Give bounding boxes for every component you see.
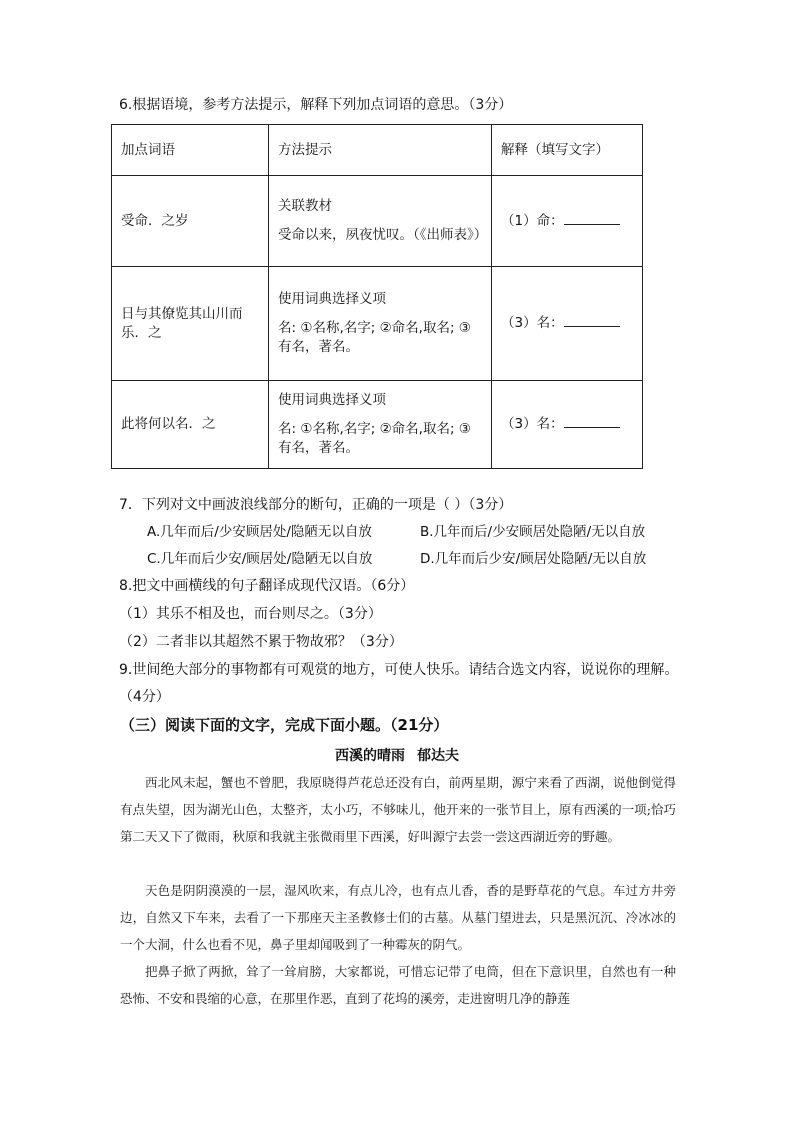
article-heading (0, 745, 794, 765)
q7-option-a[interactable]: A.几年而后/少安顾居处/隐陋无以自放 (147, 524, 372, 540)
q6-table (111, 124, 643, 469)
q9-score: （4分） (119, 689, 170, 705)
article-paragraph-3: 把鼻子掀了两掀，耸了一耸肩膀，大家都说，可惜忘记带了电筒，但在下意识里，自然也有一种恐怖、不安和畏缩的心意，在那里作恶，直到了花坞的溪旁，走进窗明几净的静莲 (120, 964, 676, 1006)
answer-label: （3）名： (501, 315, 564, 331)
hint-body: 名: ①名称,名字; ②命名,取名; ③有名，著名。 (278, 320, 471, 355)
answer-blank[interactable] (564, 212, 620, 225)
table-row (112, 381, 643, 469)
row-hint (269, 267, 492, 381)
table-row (112, 176, 643, 267)
q8-sentence-1: （1）其乐不相及也，而台则尽之。（3分） (119, 606, 382, 622)
row-word: 受命．之岁 (112, 176, 269, 267)
q7-option-d[interactable]: D.几年而后少安/顾居处隐陋/无以自放 (420, 551, 647, 567)
hint-body: 受命以来，夙夜忧叹。（《出师表》） (278, 227, 488, 243)
header-word: 加点词语 (112, 125, 269, 176)
q8-sentence-2: （2）二者非以其超然不累于物故邪？（3分） (119, 634, 403, 650)
answer-label: （3）名： (501, 416, 564, 432)
table-row (112, 267, 643, 381)
q8-stem: 8.把文中画横线的句子翻译成现代汉语。（6分） (119, 578, 415, 594)
hint-body: 名: ①名称,名字; ②命名,取名; ③有名，著名。 (278, 421, 471, 456)
q7-stem: 7．下列对文中画波浪线部分的断句，正确的一项是（ ）（3分） (119, 497, 513, 513)
answer-blank[interactable] (564, 314, 620, 327)
row-hint (269, 176, 492, 267)
row-word: 此将何以名．之 (112, 381, 269, 469)
header-hint: 方法提示 (269, 125, 492, 176)
row-word: 日与其僚览其山川而乐．之 (112, 267, 269, 381)
row-hint (269, 381, 492, 469)
table-header-row (112, 125, 643, 176)
q7-option-c[interactable]: C.几年而后少安/顾居处/隐陋无以自放 (147, 551, 373, 567)
article-author: 郁达夫 (417, 748, 459, 764)
row-answer (492, 381, 643, 469)
article-paragraph-2: 天色是阴阴漠漠的一层，湿风吹来，有点儿冷，也有点儿香，香的是野草花的气息。车过方井旁边，自然又下车来，去看了一下那座天主圣教修士们的古墓。从墓门望进去，只是黑沉沉、冷冰冰的一个大洞，什么也看不见，鼻子里却闻吸到了一种霉灰的阴气。 (120, 883, 676, 952)
header-answer: 解释（填写文字） (492, 125, 643, 176)
q7-option-b[interactable]: B.几年而后/少安顾居处隐陋/无以自放 (420, 524, 646, 540)
article-paragraph-1: 西北风未起，蟹也不曾肥，我原晓得芦花总还没有白，前两星期，源宁来看了西湖，说他倒觉得有点失望，因为湖光山色，太整齐，太小巧，不够味儿，他开来的一张节目上，原有西溪的一项;恰巧第二天又下了微雨，秋原和我就主张微雨里下西溪，好叫源宁去尝一尝这西湖近旁的野趣。 (120, 775, 676, 844)
row-answer (492, 267, 643, 381)
q9-stem: 9.世间绝大部分的事物都有可观赏的地方，可使人快乐。请结合选文内容，说说你的理解。 (119, 662, 679, 678)
answer-label: （1）命： (501, 212, 564, 229)
answer-blank[interactable] (564, 415, 620, 428)
q6-stem: 6.根据语境，参考方法提示，解释下列加点词语的意思。（3分） (119, 97, 513, 113)
hint-title: 关联教材 (278, 198, 332, 214)
hint-title: 使用词典选择义项 (278, 291, 386, 307)
article-title: 西溪的晴雨 (335, 748, 405, 764)
hint-title: 使用词典选择义项 (278, 392, 386, 408)
section-title: （三）阅读下面的文字，完成下面小题。（21分） (120, 716, 449, 734)
row-answer (492, 176, 643, 267)
